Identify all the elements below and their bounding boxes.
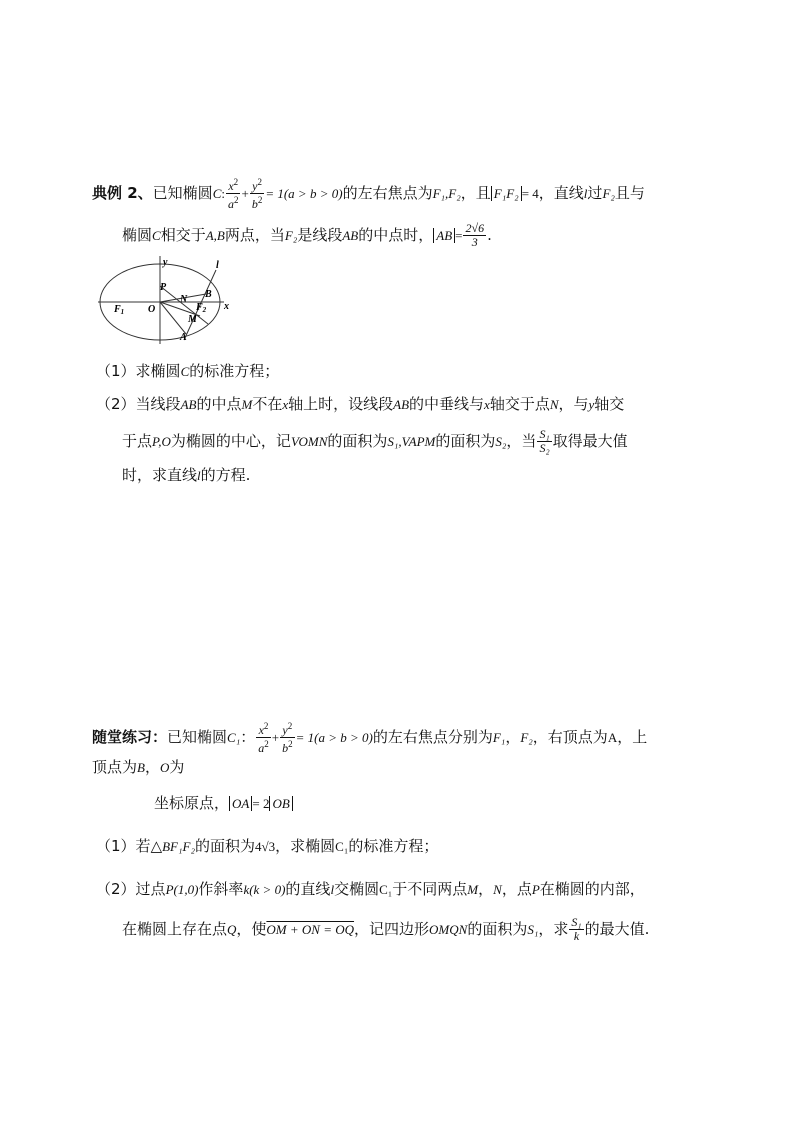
text: ，当 bbox=[506, 432, 537, 450]
text: . bbox=[487, 226, 492, 244]
text: ，求椭圆 bbox=[275, 837, 336, 855]
math: : bbox=[221, 186, 225, 201]
math: Q bbox=[227, 922, 237, 937]
text: 且与 bbox=[614, 184, 645, 202]
math: F₂ bbox=[602, 186, 615, 201]
math: OMQN bbox=[429, 922, 468, 937]
fraction-S1-k: $\frac{\text{S₁}}{k}$ bbox=[571, 915, 582, 943]
question-number: （2） bbox=[96, 880, 136, 898]
text: ， bbox=[505, 728, 521, 746]
text: 的左右焦点分别为 bbox=[372, 728, 493, 746]
text: ，点 bbox=[501, 880, 532, 898]
math: OA bbox=[229, 796, 252, 811]
text: 的面积为 bbox=[467, 920, 528, 938]
math: x bbox=[282, 397, 289, 412]
question-2-line3 bbox=[122, 464, 250, 487]
math: F₂ bbox=[520, 730, 533, 745]
math: = 1(a > b > 0) bbox=[265, 186, 343, 201]
text: 轴上时，设线段 bbox=[288, 395, 394, 413]
math-vector-equation: OM + ON = OQ bbox=[266, 922, 355, 937]
math: x bbox=[484, 397, 490, 412]
math: P(1,0) bbox=[165, 882, 199, 897]
math: F₂ bbox=[284, 228, 298, 243]
text: 的左右焦点为 bbox=[342, 184, 433, 202]
text: ： bbox=[240, 728, 256, 746]
math: F₁ bbox=[492, 730, 506, 745]
math: C₁ bbox=[335, 839, 349, 854]
text: 轴交 bbox=[594, 395, 625, 413]
label-M: M bbox=[188, 314, 197, 325]
math: AB bbox=[180, 397, 197, 412]
math: S₁ bbox=[527, 922, 539, 937]
text: 不在 bbox=[252, 395, 283, 413]
practice-question-1 bbox=[96, 835, 438, 858]
label-l: l bbox=[216, 260, 219, 271]
math: F₁F₂ bbox=[491, 186, 522, 201]
label-B: B bbox=[205, 289, 212, 300]
ellipse-figure bbox=[96, 254, 236, 346]
math: O bbox=[159, 760, 170, 775]
text: ，右顶点为 bbox=[532, 728, 608, 746]
text: 过 bbox=[587, 184, 603, 202]
text: ， bbox=[478, 880, 494, 898]
text: 在椭圆的内部， bbox=[539, 880, 645, 898]
question-2-line1 bbox=[96, 393, 624, 416]
text: 时，求直线 bbox=[122, 466, 198, 484]
text: 为椭圆的中心，记 bbox=[170, 432, 291, 450]
math: l bbox=[583, 186, 588, 201]
math: N bbox=[549, 397, 559, 412]
math: M bbox=[467, 882, 479, 897]
fraction-x2-a2: $\frac{x^2}{a^2}$ bbox=[258, 721, 269, 755]
text: 顶点为 bbox=[92, 758, 138, 776]
text: 是线段 bbox=[297, 226, 343, 244]
math: C bbox=[212, 186, 222, 201]
text: ，求 bbox=[538, 920, 569, 938]
practice-label: 随堂练习： bbox=[92, 728, 168, 746]
math: BF₁F₂ bbox=[162, 839, 195, 854]
text: ，且 bbox=[460, 184, 491, 202]
math: P,O bbox=[152, 434, 171, 449]
fraction-ab-length: $\frac{2√6}{3}$ bbox=[465, 221, 485, 249]
text: ， bbox=[144, 758, 160, 776]
label-F2: $F_2$ bbox=[196, 302, 207, 314]
text: 的中点 bbox=[196, 395, 242, 413]
text: 的面积为 bbox=[435, 432, 496, 450]
label-P: P bbox=[160, 282, 167, 293]
fraction-x2-a2: $\frac{x^2}{a^2}$ bbox=[227, 177, 239, 211]
question-number: （1） bbox=[96, 362, 136, 380]
math: F₁,F₂ bbox=[432, 186, 461, 201]
fraction-y2-b2: $\frac{y^2}{b^2}$ bbox=[282, 721, 293, 755]
practice-question-2-line2 bbox=[122, 916, 649, 943]
math: C bbox=[152, 228, 161, 243]
math: B bbox=[137, 760, 145, 775]
math: AB bbox=[433, 228, 455, 243]
example2-label: 典例 2、 bbox=[92, 184, 153, 202]
text: ，记四边形 bbox=[354, 920, 430, 938]
math: 4√3 bbox=[255, 839, 276, 854]
text: 于点 bbox=[122, 432, 153, 450]
question-number: （2） bbox=[96, 395, 136, 413]
text: ，上 bbox=[617, 728, 648, 746]
example2-line2 bbox=[122, 222, 492, 249]
practice-line3 bbox=[154, 792, 293, 815]
text: 交椭圆 bbox=[334, 880, 380, 898]
text: 过点 bbox=[135, 880, 166, 898]
text: ，使 bbox=[236, 920, 267, 938]
question-number: （1） bbox=[96, 837, 136, 855]
text: 于不同两点 bbox=[392, 880, 468, 898]
math: AB bbox=[393, 397, 410, 412]
text: 坐标原点， bbox=[154, 794, 230, 812]
math: S₁,VAPM bbox=[387, 434, 436, 449]
math: = 2 bbox=[252, 796, 270, 811]
text: 若 bbox=[135, 837, 151, 855]
math: y bbox=[588, 397, 595, 412]
math: OB bbox=[269, 796, 292, 811]
text: 轴交于点 bbox=[489, 395, 550, 413]
text: 已知椭圆 bbox=[152, 184, 213, 202]
label-N: N bbox=[180, 294, 188, 305]
math: S₂ bbox=[495, 434, 507, 449]
text: 已知椭圆 bbox=[167, 728, 228, 746]
label-x: x bbox=[224, 301, 229, 312]
math: N bbox=[493, 882, 502, 897]
math: M bbox=[241, 397, 253, 412]
math: VOMN bbox=[290, 434, 328, 449]
label-F1: $F_1$ bbox=[114, 304, 125, 316]
math: A,B bbox=[205, 228, 225, 243]
label-O: O bbox=[148, 304, 156, 315]
practice-question-2-line1 bbox=[96, 878, 645, 901]
text: ，直线 bbox=[538, 184, 584, 202]
fraction-S1-S2: $\frac{\text{S₁}}{\text{S₂}}$ bbox=[539, 427, 550, 455]
text: 当线段 bbox=[135, 395, 181, 413]
math: C bbox=[180, 364, 190, 379]
math: = 4 bbox=[521, 186, 539, 201]
math: P bbox=[531, 882, 540, 897]
math: l bbox=[330, 882, 335, 897]
question-1 bbox=[96, 360, 279, 383]
text: 的面积为 bbox=[194, 837, 255, 855]
text: 的中垂线与 bbox=[409, 395, 485, 413]
text: 两点，当 bbox=[224, 226, 285, 244]
math: = 1(a > b > 0) bbox=[295, 730, 373, 745]
text: 的直线 bbox=[285, 880, 331, 898]
practice-line1: 随堂练习：已知椭圆C₁： $\frac{x^2}{a^2}$ + $\frac{y^2}{b^2}$ = 1(a > b > 0)的左右焦点分别为F₁，F₂，右顶点为A，上 bbox=[92, 721, 648, 755]
label-A: A bbox=[180, 332, 187, 343]
math: A bbox=[607, 730, 618, 745]
text: 的标准方程； bbox=[189, 362, 280, 380]
example2-line1: 典例 2、已知椭圆C: $\frac{x^2}{a^2}$ + $\frac{y^2}{b^2}$ = 1(a > b > 0)的左右焦点为F₁,F₂，且 F₁F₂ = 4，直线l过F₂且与 bbox=[92, 177, 645, 211]
text: 为 bbox=[169, 758, 185, 776]
practice-line2 bbox=[92, 756, 184, 779]
math: C₁ bbox=[379, 882, 393, 897]
text: 作斜率 bbox=[198, 880, 244, 898]
math: C₁ bbox=[227, 730, 241, 745]
text: 求椭圆 bbox=[135, 362, 181, 380]
text: 相交于 bbox=[160, 226, 206, 244]
text: ，与 bbox=[558, 395, 589, 413]
math: AB bbox=[342, 228, 359, 243]
text: 椭圆 bbox=[122, 226, 153, 244]
text: 的方程. bbox=[200, 466, 251, 484]
text: 的标准方程； bbox=[348, 837, 439, 855]
text: 的最大值. bbox=[584, 920, 650, 938]
label-y: y bbox=[163, 257, 168, 268]
math: k(k > 0) bbox=[243, 882, 286, 897]
text: 的面积为 bbox=[327, 432, 388, 450]
text: 取得最大值 bbox=[552, 432, 628, 450]
question-2-line2 bbox=[122, 428, 628, 455]
fraction-y2-b2: $\frac{y^2}{b^2}$ bbox=[251, 177, 263, 211]
triangle-symbol: △ bbox=[150, 837, 163, 855]
math: l bbox=[197, 468, 201, 483]
text: 的中点时， bbox=[358, 226, 434, 244]
math: = bbox=[455, 228, 463, 243]
text: 在椭圆上存在点 bbox=[122, 920, 228, 938]
